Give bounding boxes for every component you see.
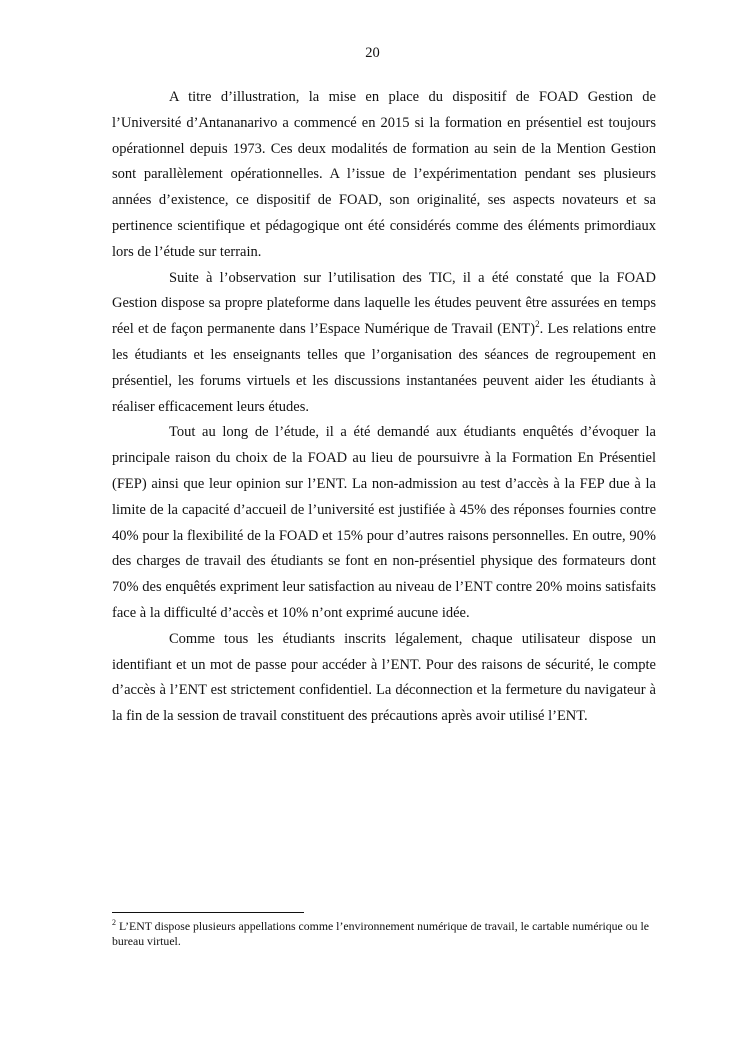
footnote-text: L’ENT dispose plusieurs appellations comme l’environnement numérique de travail, le cartable numérique ou le bureau virtuel. bbox=[112, 919, 649, 948]
footnote-separator bbox=[112, 912, 304, 913]
paragraph-text-before-note: Suite à l’observation sur l’utilisation des TIC, il a été constaté que la FOAD Gestion dispose sa propre plateforme dans laquelle les études peuvent être assurées en temps réel et de façon permanente dans l’Espace Numérique de Travail (ENT) bbox=[112, 269, 656, 338]
paragraph-survey-results: Tout au long de l’étude, il a été demandé aux étudiants enquêtés d’évoquer la principale raison du choix de la FOAD au lieu de poursuivre à la Formation En Présentiel (FEP) ainsi que leur opinion sur l’ENT. La non-admission au test d’accès à la FEP due à la limite de la capacité d’accueil de l’université est justifiée à 45% des réponses fournies contre 40% pour la flexibilité de la FOAD et 15% pour d’autres raisons personnelles. En outre, 90% des charges de travail des étudiants se font en non-présentiel physique des formateurs dont 70% des enquêtés expriment leur satisfaction au niveau de l’ENT contre 20% moins satisfaits face à la difficulté d’accès et 10% n’ont exprimé aucune idée. bbox=[112, 424, 656, 621]
footnote-reference: 2 bbox=[535, 319, 540, 330]
page-number: 20 bbox=[365, 45, 380, 61]
paragraph-tic-observation bbox=[112, 266, 656, 421]
footnote-marker: 2 bbox=[112, 918, 116, 928]
paragraph-foad-illustration: A titre d’illustration, la mise en place du dispositif de FOAD Gestion de l’Université d’Antananarivo a commencé en 2015 si la formation en présentiel est toujours opérationnel depuis 1973. Ces deux modalités de formation au sein de la Mention Gestion sont parallèlement opérationnelles. A l’issue de l’expérimentation pendant ses plusieurs années d’existence, ce dispositif de FOAD, son originalité, ses aspects novateurs et sa pertinence scientifique et pédagogique ont été considérés comme des éléments primordiaux lors de l’étude sur terrain. bbox=[112, 89, 656, 260]
body-text bbox=[112, 85, 656, 730]
footnote bbox=[112, 919, 656, 949]
paragraph-security: Comme tous les étudiants inscrits légalement, chaque utilisateur dispose un identifiant et un mot de passe pour accéder à l’ENT. Pour des raisons de sécurité, le compte d’accès à l’ENT est strictement confidentiel. La déconnection et la fermeture du navigateur à la fin de la session de travail constituent des précautions après avoir utilisé l’ENT. bbox=[112, 630, 656, 725]
paragraph-text-after-note: . Les relations entre les étudiants et les enseignants telles que l’organisation des séances de regroupement en présentiel, les forums virtuels et les discussions instantanées peuvent aider les étudiants à réaliser efficacement leurs études. bbox=[112, 321, 656, 415]
